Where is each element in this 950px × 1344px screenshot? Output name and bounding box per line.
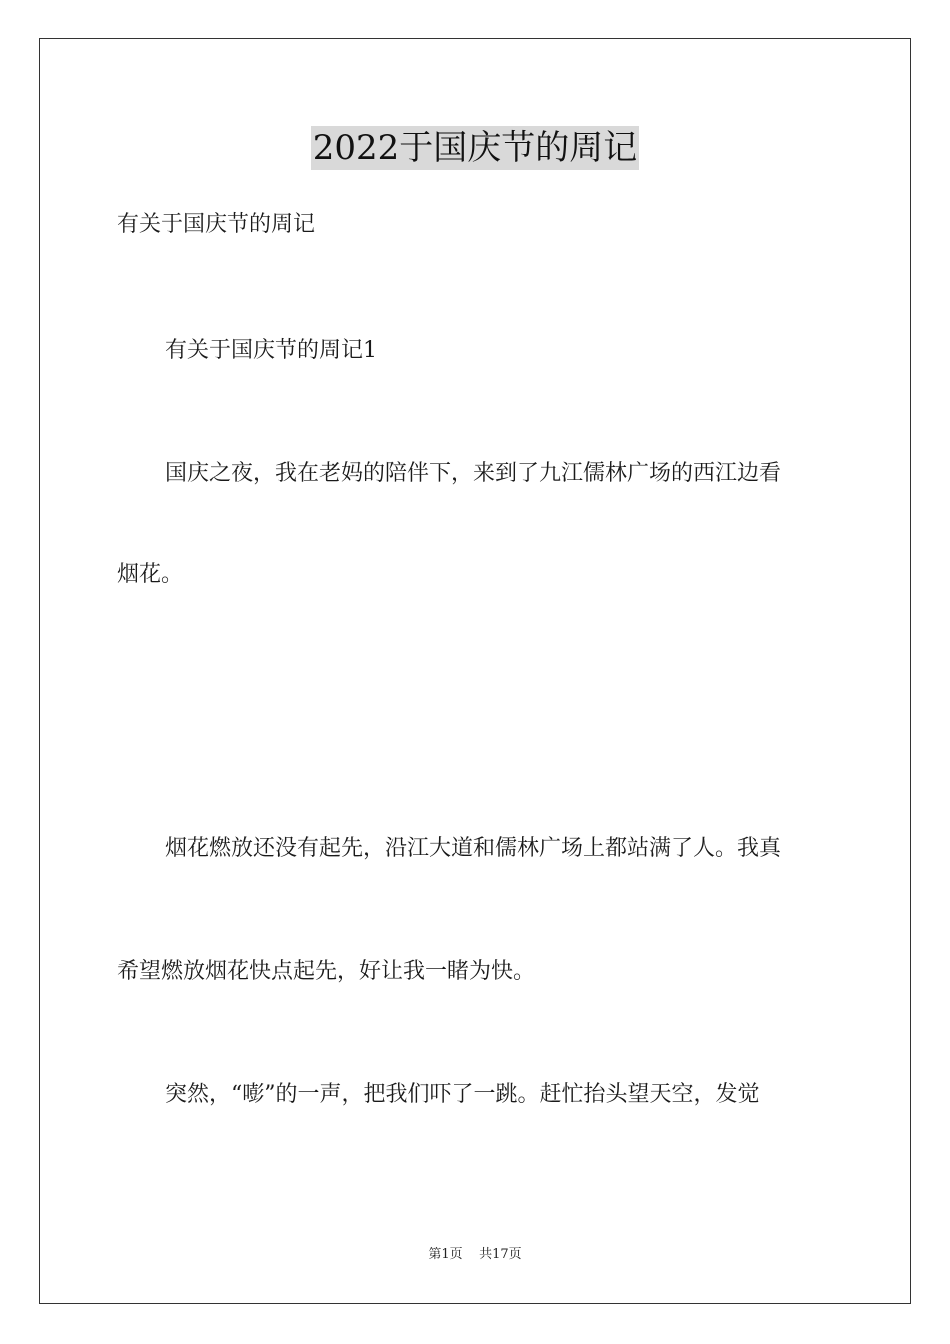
page-footer bbox=[0, 1246, 950, 1264]
page-total: 共17页 bbox=[479, 1247, 522, 1262]
page-number: 第1页 bbox=[428, 1247, 463, 1262]
paragraph-line: 烟花燃放还没有起先，沿江大道和儒林广场上都站满了人。我真 bbox=[165, 836, 782, 861]
paragraph-line: 烟花。 bbox=[117, 562, 184, 587]
paragraph-line: 希望燃放烟花快点起先，好让我一睹为快。 bbox=[117, 959, 536, 984]
document-subtitle: 有关于国庆节的周记 bbox=[117, 212, 316, 237]
title-container bbox=[0, 126, 950, 170]
paragraph-line: 突然，“嘭”的一声，把我们吓了一跳。赶忙抬头望天空，发觉 bbox=[165, 1082, 760, 1107]
section-heading: 有关于国庆节的周记1 bbox=[165, 338, 377, 363]
document-title: 2022于国庆节的周记 bbox=[312, 128, 638, 168]
paragraph-line: 国庆之夜，我在老妈的陪伴下，来到了九江儒林广场的西江边看 bbox=[165, 461, 782, 486]
